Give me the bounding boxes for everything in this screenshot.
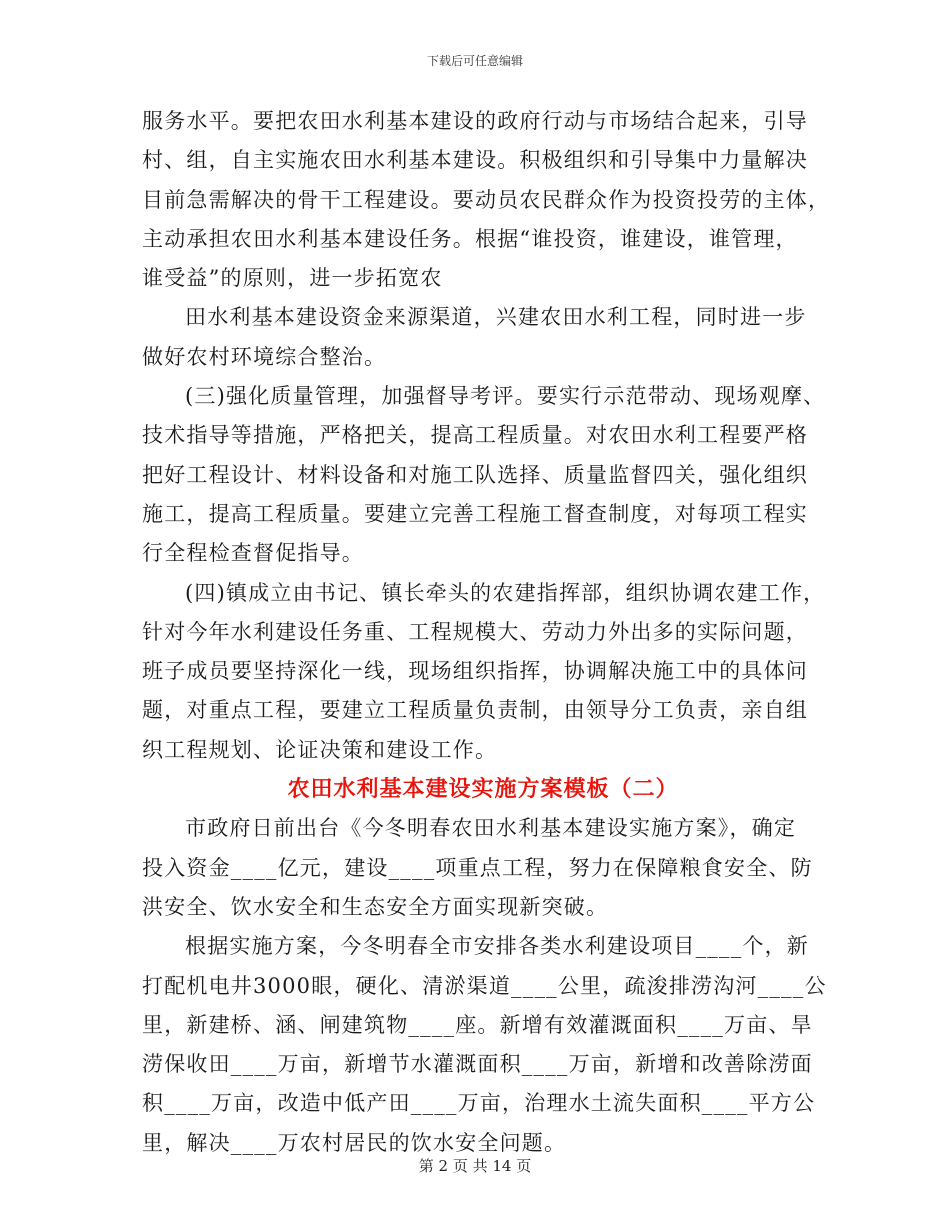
paragraph-line: 田水利基本建设资金来源渠道，兴建农田水利工程，同时进一步 bbox=[185, 305, 807, 330]
paragraph-line: 把好工程设计、材料设备和对施工队选择、质量监督四关，强化组织 bbox=[142, 462, 808, 487]
document-body bbox=[142, 102, 831, 1163]
paragraph-line: 服务水平。要把农田水利基本建设的政府行动与市场结合起来，引导 bbox=[142, 109, 808, 133]
paragraph-line: 针对今年水利建设任务重、工程规模大、劳动力外出多的实际问题， bbox=[142, 619, 808, 644]
page-footer: 第 2 页 共 14 页 bbox=[418, 1157, 532, 1175]
paragraph-line: 涝保收田____万亩，新增节水灌溉面积____万亩，新增和改善除涝面 bbox=[142, 1052, 813, 1077]
paragraph-line: 主动承担农田水利基本建设任务。根据“谁投资，谁建设，谁管理， bbox=[142, 226, 798, 251]
paragraph-line: 班子成员要坚持深化一线，现场组织指挥，协调解决施工中的具体问 bbox=[142, 659, 808, 684]
paragraph-line: (三)强化质量管理，加强督导考评。要实行示范带动、现场观摩、 bbox=[185, 384, 826, 409]
paragraph-line: 里，新建桥、涵、闸建筑物____座。新增有效灌溉面积____万亩、旱 bbox=[142, 1012, 813, 1037]
header-note: 下载后可任意编辑 bbox=[426, 54, 523, 68]
section-title: 农田水利基本建设实施方案模板（二） bbox=[287, 776, 679, 803]
paragraph-line: 投入资金____亿元，建设____项重点工程，努力在保障粮食安全、防 bbox=[142, 855, 813, 880]
paragraph-line: 织工程规划、论证决策和建设工作。 bbox=[142, 737, 498, 762]
paragraph-line: 题，对重点工程，要建立工程质量负责制，由领导分工负责，亲自组 bbox=[142, 698, 808, 723]
paragraph-line: 村、组，自主实施农田水利基本建设。积极组织和引导集中力量解决 bbox=[142, 148, 808, 173]
paragraph-line: 打配机电井3000眼，硬化、清淤渠道____公里，疏浚排涝沟河____公 bbox=[142, 973, 827, 998]
paragraph-line: (四)镇成立由书记、镇长牵头的农建指挥部，组织协调农建工作， bbox=[185, 580, 826, 605]
paragraph-line: 市政府日前出台《今冬明春农田水利基本建设实施方案》，确定 bbox=[185, 816, 797, 841]
paragraph-line: 技术指导等措施，严格把关，提高工程质量。对农田水利工程要严格 bbox=[142, 423, 808, 448]
paragraph-line: 里，解决____万农村居民的饮水安全问题。 bbox=[142, 1130, 567, 1155]
paragraph-line: 施工，提高工程质量。要建立完善工程施工督查制度，对每项工程实 bbox=[142, 501, 808, 526]
paragraph-line: 目前急需解决的骨干工程建设。要动员农民群众作为投资投劳的主体， bbox=[142, 187, 831, 212]
paragraph-line: 积____万亩，改造中低产田____万亩，治理水土流失面积____平方公 bbox=[142, 1091, 816, 1116]
paragraph-line: 谁受益”的原则，进一步拓宽农 bbox=[142, 266, 443, 291]
paragraph-line: 洪安全、饮水安全和生态安全方面实现新突破。 bbox=[142, 894, 609, 919]
paragraph-line: 行全程检查督促指导。 bbox=[142, 541, 364, 566]
paragraph-line: 做好农村环境综合整治。 bbox=[142, 344, 387, 369]
paragraph-line: 根据实施方案，今冬明春全市安排各类水利建设项目____个，新 bbox=[185, 934, 809, 959]
